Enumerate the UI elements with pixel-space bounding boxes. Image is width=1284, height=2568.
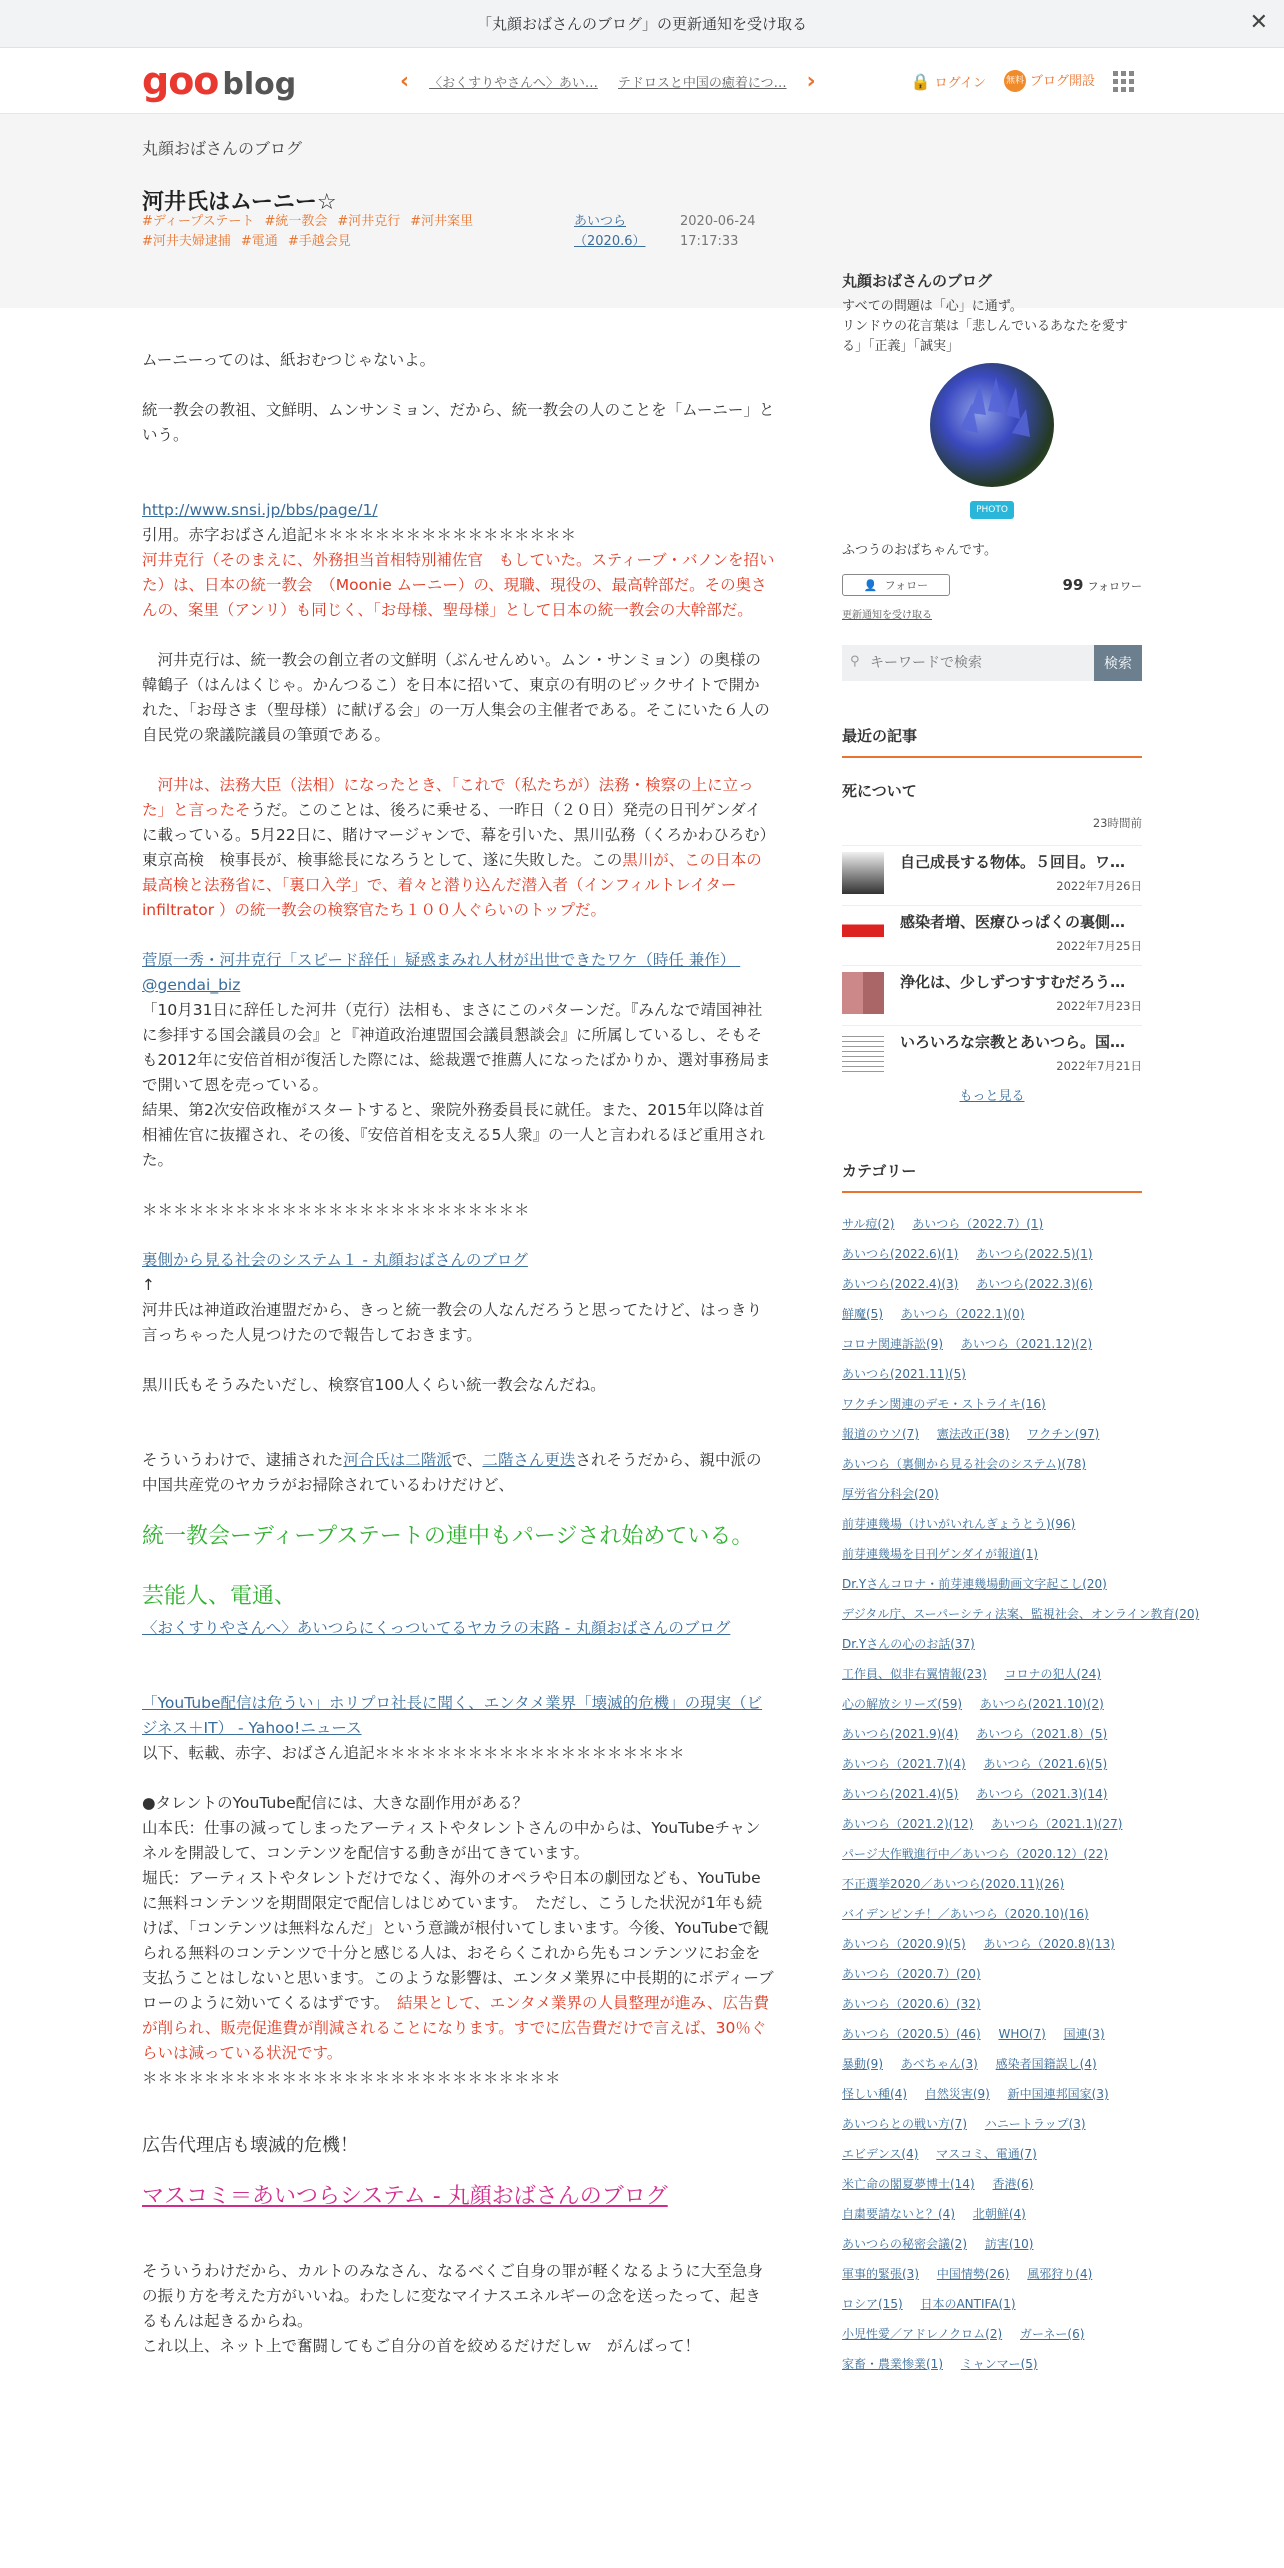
category-link[interactable]: あべちゃん(3): [900, 2057, 978, 2071]
category-link[interactable]: エビデンス(4): [842, 2147, 919, 2161]
category-link[interactable]: あいつら(2022.6)(1): [842, 1247, 959, 1261]
post-thumbnail: [842, 852, 884, 894]
category-link[interactable]: あいつら（2020.6）(32): [842, 1997, 981, 2011]
category-link[interactable]: あいつら（2020.7）(20): [842, 1967, 981, 1981]
green-heading: 統一教会ーディープステートの連中もパージされ始めている。: [142, 1524, 754, 1549]
paragraph: 「10月31日に辞任した河井（克行）法相も、まさにこのパターンだ。『みんなで靖国神社に参拝する国会議員の会』と『神道政治連盟国会議員懇談会』に所属しているし、そもそも2012年に安倍首相が復活した際には、総裁選で推薦人になったばかりか、選対事務局まで開いて恩を売っている。 結果、第2次安倍政権がスタートすると、衆院外務委員長に就任。また、2015年以降は首相補佐官に抜擢され、その後、『安倍首相を支える5人衆』の一人と言われるほど重用された。: [142, 1001, 771, 1169]
search-input[interactable]: [842, 645, 1094, 681]
category-link[interactable]: WHO(7): [998, 2027, 1046, 2041]
arrow-text: ↑: [142, 1276, 155, 1294]
blog-name[interactable]: 丸顔おばさんのブログ: [142, 139, 303, 158]
tag[interactable]: #手越会見: [287, 234, 351, 249]
category-link[interactable]: あいつら（2021.8）(5): [976, 1727, 1108, 1741]
goo-blog-logo[interactable]: [142, 59, 296, 103]
search-box: [842, 645, 1142, 681]
post-category-link[interactable]: あいつら （2020.6）: [574, 214, 646, 249]
tag[interactable]: #河井案里: [410, 214, 474, 229]
profile-intro: ふつうのおばちゃんです。: [842, 543, 997, 558]
category-link[interactable]: デジタル庁、スーパーシティ法案、監視社会、オンライン教育(20): [842, 1607, 1200, 1621]
category-link[interactable]: マスコミ、電通(7): [936, 2147, 1037, 2161]
sidebar: [842, 270, 1200, 2379]
logo-blog: blog: [222, 66, 297, 102]
category-link[interactable]: 憲法改正(38): [936, 1427, 1010, 1441]
category-link[interactable]: バイデンピンチ！／あいつら（2020.10)(16): [842, 1907, 1089, 1921]
quote-note: 引用。赤字おばさん追記＊＊＊＊＊＊＊＊＊＊＊＊＊＊＊＊＊: [142, 526, 577, 544]
tag[interactable]: #ディープステート: [142, 214, 255, 229]
paragraph: 統一教会の教祖、文鮮明、ムンサンミョン、だから、統一教会の人のことを「ムーニー」という。: [142, 401, 775, 444]
recent-post-link[interactable]: 死について: [842, 782, 917, 800]
category-link[interactable]: 鮮魔(5): [842, 1307, 883, 1321]
category-link[interactable]: ハニートラップ(3): [984, 2117, 1086, 2131]
site-header: [0, 48, 1284, 114]
category-link[interactable]: 日本のANTIFA(1): [920, 2297, 1016, 2311]
category-link[interactable]: あいつら（2021.6)(5): [983, 1757, 1108, 1771]
category-link[interactable]: あいつら(2022.3)(6): [976, 1277, 1093, 1291]
category-link[interactable]: 訪害(10): [984, 2237, 1034, 2251]
yahoo-news-link[interactable]: 「YouTube配信は危うい」ホリプロ社長に聞く、エンタメ業界「壊滅的危機」の現実（ビジネス＋IT） - Yahoo!ニュース: [142, 1694, 763, 1737]
close-icon[interactable]: ✕: [1249, 10, 1268, 35]
recent-post-item[interactable]: いろいろな宗教とあいつら。国… 2022年7月21日: [842, 1025, 1142, 1071]
category-link[interactable]: 新中国連邦国家(3): [1007, 2087, 1109, 2101]
recent-post-date: 23時間前: [1092, 816, 1142, 830]
category-link[interactable]: 自然災害(9): [924, 2087, 990, 2101]
blog-description: すべての問題は「心」に通ず。 リンドウの花言葉は「悲しんでいるあなたを愛する」「正義」「誠実」: [842, 299, 1129, 354]
separator-stars: ＊＊＊＊＊＊＊＊＊＊＊＊＊＊＊＊＊＊＊＊＊＊＊＊＊＊＊: [142, 2069, 561, 2087]
quote-note: 以下、転載、赤字、おばさん追記＊＊＊＊＊＊＊＊＊＊＊＊＊＊＊＊＊＊＊＊: [142, 1744, 685, 1762]
category-link[interactable]: 前芽連幾場を日刊ゲンダイが報道(1): [842, 1547, 1039, 1561]
paragraph: ●タレントのYouTube配信には、大きな副作用がある？ 山本氏：仕事の減ってしまったアーティストやタレントさんの中からは、YouTubeチャンネルを開設して、コンテンツを配信する動きが出てきています。 堀氏：アーティストやタレントだけでなく、海外のオペラや日本の劇団なども、YouTubeに無料コンテンツを期間限定で配信しはじめています。 ただし、こうした状況が1年も続けば、「コンテンツは無料なんだ」という意識が根付いてしまいます。今後、YouTubeで観られる無料のコンテンツで十分と感じる人は、おそらくこれから先もコンテンツにお金を支払うことはしないと思います。このような影響は、エンタメ業界に中長期的にボディーブローのように効いてくるはずです。 結果として、エンタメ業界の人員整理が進み、広告費が削られ、販売促進費が削減されることになります。すでに広告費だけで言えば、30％ぐらいは減っている状況です。: [142, 1794, 774, 2062]
article-body: [142, 348, 775, 2359]
category-link[interactable]: 国連(3): [1063, 2027, 1105, 2041]
category-link[interactable]: 厚労省分科会(20): [842, 1487, 939, 1501]
category-link[interactable]: あいつら（2020.8)(13): [983, 1937, 1115, 1951]
post-thumbnail: [842, 1032, 884, 1074]
post-thumbnail: [842, 912, 884, 954]
tag[interactable]: #統一教会: [264, 214, 328, 229]
search-icon: ⚲: [850, 654, 860, 669]
category-link[interactable]: 香港(6): [992, 2177, 1034, 2191]
category-link[interactable]: あいつら（2021.1)(27): [991, 1817, 1123, 1831]
inline-link[interactable]: 二階さん更迭: [482, 1451, 576, 1469]
paragraph: 黒川氏もそうみたいだし、検察官100人くらい統一教会なんだね。: [142, 1376, 606, 1394]
gendai-article-link[interactable]: 菅原一秀・河井克行「スピード辞任」疑惑まみれ人材が出世できたワケ（時任 兼作） @gendai_biz: [142, 951, 741, 994]
category-link[interactable]: あいつら（2022.7）(1): [912, 1217, 1044, 1231]
category-list: [842, 1209, 1200, 2379]
free-badge: 無料: [1004, 70, 1026, 92]
lock-icon: 🔒: [910, 71, 931, 91]
category-link[interactable]: サル痘(2): [842, 1217, 895, 1231]
category-link[interactable]: 家畜・農業惨業(1): [842, 2357, 943, 2371]
tag[interactable]: #電通: [240, 234, 278, 249]
category-link[interactable]: 感染者国籍誤し(4): [995, 2057, 1097, 2071]
category-heading: カテゴリー: [842, 1160, 1142, 1193]
tag[interactable]: #河井夫婦逮捕: [142, 234, 231, 249]
next-article-link[interactable]: テドロスと中国の癒着につ…: [617, 75, 787, 91]
category-link[interactable]: あいつら(2022.4)(3): [842, 1277, 959, 1291]
category-link[interactable]: パージ大作戦進行中／あいつら（2020.12）(22): [842, 1847, 1109, 1861]
sidebar-blog-name[interactable]: 丸顔おばさんのブログ: [842, 272, 993, 290]
category-link[interactable]: あいつらの秘密会議(2): [842, 2237, 967, 2251]
category-link[interactable]: あいつら(2021.11)(5): [842, 1367, 966, 1381]
chevron-left-icon[interactable]: ‹: [400, 68, 410, 94]
category-link[interactable]: 中国情勢(26): [936, 2267, 1010, 2281]
menu-grid-icon[interactable]: [1113, 71, 1134, 92]
open-blog-label: ブログ開設: [1029, 73, 1095, 89]
paragraph: 河井克行は、統一教会の創立者の文鮮明（ぶんせんめい。ムン・サンミョン）の奥様の韓鶴子（はんはくじゃ。かんつるこ）を日本に招いて、東京の有明のビックサイトで開かれた、「お母さま（聖母様）に献げる会」の一万人集会の主催者である。そこにいた６人の自民党の衆議院議員の筆頭である。: [142, 651, 770, 744]
paragraph: そういうわけだから、カルトのみなさん、なるべくご自身の罪が軽くなるように大至急身の振り方を考えた方がいいね。わたしに変なマイナスエネルギーの念を送ったって、起きるもんは起きるからね。 これ以上、ネット上で奮闘してもご自分の首を絞めるだけだしｗ がんばって！: [142, 2262, 763, 2355]
category-link[interactable]: 怪しい種(4): [842, 2087, 907, 2101]
search-button[interactable]: 検索: [1094, 645, 1142, 681]
post-date: 2020-06-24 17:17:33: [680, 214, 756, 249]
category-link[interactable]: あいつら（2021.12)(2): [960, 1337, 1093, 1351]
photo-badge[interactable]: PHOTO: [970, 501, 1014, 519]
user-icon: 👤: [863, 578, 878, 592]
category-link[interactable]: 北朝鮮(4): [972, 2207, 1026, 2221]
follower-count: 99 フォロワー: [1062, 576, 1142, 594]
blog-post-link[interactable]: 〈おくすりやさんへ〉あいつらにくっついてるヤカラの末路 - 丸顔おばさんのブログ: [142, 1619, 731, 1637]
category-link[interactable]: あいつら（2021.2)(12): [842, 1817, 974, 1831]
category-link[interactable]: 不正選挙2020／あいつら(2020.11)(26): [842, 1877, 1065, 1891]
header-actions: [911, 48, 1134, 114]
category-link[interactable]: コロナ関連訴訟(9): [842, 1337, 943, 1351]
paragraph: そういうわけで、逮捕された河合氏は二階派で、二階さん更迭されそうだから、親中派の中国共産党のヤカラがお掃除されているわけだけど、: [142, 1451, 762, 1494]
more-link[interactable]: もっと見る: [959, 1089, 1025, 1104]
update-notice-text[interactable]: 「丸顔おばさんのブログ」の更新通知を受け取る: [476, 15, 807, 33]
category-link[interactable]: 心の解放シリーズ(59): [842, 1697, 963, 1711]
category-link[interactable]: Dr.Yさんコロナ・前芽連幾場動画文字起こし(20): [842, 1577, 1107, 1591]
blog-post-link[interactable]: 裏側から見る社会のシステム１ - 丸顔おばさんのブログ: [142, 1251, 528, 1269]
open-blog-button[interactable]: [1004, 70, 1095, 93]
paragraph: 河井氏は神道政治連盟だから、きっと統一教会の人なんだろうと思ってたけど、はっきり言っちゃった人見つけたので報告しておきます。: [142, 1301, 763, 1344]
source-link[interactable]: http://www.snsi.jp/bbs/page/1/: [142, 501, 378, 519]
tag[interactable]: #河井克行: [337, 214, 401, 229]
chevron-right-icon[interactable]: ›: [806, 68, 816, 94]
highlighted-paragraph: 河井克行（そのまえに、外務担当首相特別補佐官 もしていた。スティーブ・バノンを招いた）は、日本の統一教会 （Moonie ムーニー）の、現職、現役の、最高幹部だ。その奥さんの、案里（アンリ）も同じく、「お母様、聖母様」として日本の統一教会の大幹部だ。: [142, 551, 775, 619]
paragraph: 河井は、法務大臣（法相）になったとき、「これで（私たちが）法務・検察の上に立った」と言ったそうだ。このことは、後ろに乗せる、一昨日（２０日）発売の日刊ゲンダイに載っている。5月22日に、賭けマージャンで、幕を引いた、黒川弘務（くろかわひろむ）東京高検 検事長が、検事総長になろうとして、遂に失敗した。この黒川が、この日本の最高検と法務省に、「裏口入学」で、着々と潜り込んだ潜入者（インフィルトレイターinfiltrator ）の統一教会の検察官たち１００人ぐらいのトップだ。: [142, 776, 768, 919]
login-label: ログイン: [934, 75, 986, 91]
blog-post-link[interactable]: マスコミ＝あいつらシステム - 丸顔おばさんのブログ: [142, 2184, 668, 2209]
follow-button[interactable]: 👤 フォロー: [842, 574, 950, 596]
article-nav: [400, 48, 816, 114]
post-tags: [142, 212, 512, 252]
category-link[interactable]: ミャンマー(5): [960, 2357, 1038, 2371]
category-link[interactable]: ワクチン関連のデモ・ストライキ(16): [842, 1397, 1046, 1411]
post-title: 河井氏はムーニー☆: [142, 190, 337, 215]
category-link[interactable]: ガーネー(6): [1020, 2327, 1085, 2341]
category-link[interactable]: あいつら（2021.3)(14): [976, 1787, 1108, 1801]
post-thumbnail: [842, 972, 884, 1014]
category-link[interactable]: あいつら（裏側から見る社会のシステム)(78): [842, 1457, 1087, 1471]
category-link[interactable]: あいつら(2021.9)(4): [842, 1727, 959, 1741]
category-link[interactable]: ロシア(15): [842, 2297, 903, 2311]
prev-article-link[interactable]: 〈おくすりやさんへ〉あい…: [429, 75, 598, 91]
category-link[interactable]: あいつら（2020.9)(5): [842, 1937, 966, 1951]
category-link[interactable]: 前芽連幾場（けいがいれんぎょうとう)(96): [842, 1517, 1076, 1531]
category-link[interactable]: 自粛要請ないと？(4): [842, 2207, 955, 2221]
category-link[interactable]: 米亡命の閣夏夢博士(14): [842, 2177, 975, 2191]
category-link[interactable]: あいつら(2021.10)(2): [979, 1697, 1104, 1711]
category-link[interactable]: あいつらとの戦い方(7): [842, 2117, 967, 2131]
recent-post-item[interactable]: 自己成長する物体。５回目。ワ… 2022年7月26日: [842, 845, 1142, 891]
update-notice-link[interactable]: 更新通知を受け取る: [842, 610, 932, 621]
separator-stars: ＊＊＊＊＊＊＊＊＊＊＊＊＊＊＊＊＊＊＊＊＊＊＊＊＊: [142, 1201, 530, 1219]
logo-goo: goo: [142, 58, 219, 103]
recent-post-item[interactable]: 感染者増、医療ひっぱくの裏側… 2022年7月25日: [842, 905, 1142, 951]
category-link[interactable]: 軍事的緊張(3): [842, 2267, 919, 2281]
category-link[interactable]: あいつら（2021.7)(4): [842, 1757, 966, 1771]
category-link[interactable]: あいつら(2021.4)(5): [842, 1787, 959, 1801]
login-button[interactable]: [911, 72, 986, 91]
recent-post-item[interactable]: 浄化は、少しずつすすむだろう… 2022年7月23日: [842, 965, 1142, 1011]
category-link[interactable]: ワクチン(97): [1027, 1427, 1100, 1441]
category-link[interactable]: 小児性愛／アドレノクロム(2): [842, 2327, 1003, 2341]
category-link[interactable]: あいつら(2022.5)(1): [976, 1247, 1093, 1261]
paragraph: 広告代理店も壊滅的危機！: [142, 2135, 358, 2156]
category-link[interactable]: Dr.Yさんの心のお話(37): [842, 1637, 975, 1651]
inline-link[interactable]: 河合氏は二階派: [343, 1451, 452, 1469]
category-link[interactable]: 風邪狩り(4): [1027, 2267, 1093, 2281]
category-link[interactable]: 工作員、似非右翼情報(23): [842, 1667, 987, 1681]
profile-avatar[interactable]: [930, 363, 1054, 487]
green-heading: 芸能人、電通、: [142, 1584, 297, 1609]
category-link[interactable]: コロナの犯人(24): [1004, 1667, 1102, 1681]
category-link[interactable]: 報道のウソ(7): [842, 1427, 919, 1441]
update-notice-banner[interactable]: [0, 0, 1284, 48]
follow-row: [842, 574, 1142, 596]
category-link[interactable]: 暴動(9): [842, 2057, 883, 2071]
category-link[interactable]: あいつら（2020.5）(46): [842, 2027, 981, 2041]
recent-posts-heading: 最近の記事: [842, 725, 1142, 758]
category-link[interactable]: あいつら（2022.1)(0): [900, 1307, 1025, 1321]
paragraph: ムーニーってのは、紙おむつじゃないよ。: [142, 351, 436, 369]
